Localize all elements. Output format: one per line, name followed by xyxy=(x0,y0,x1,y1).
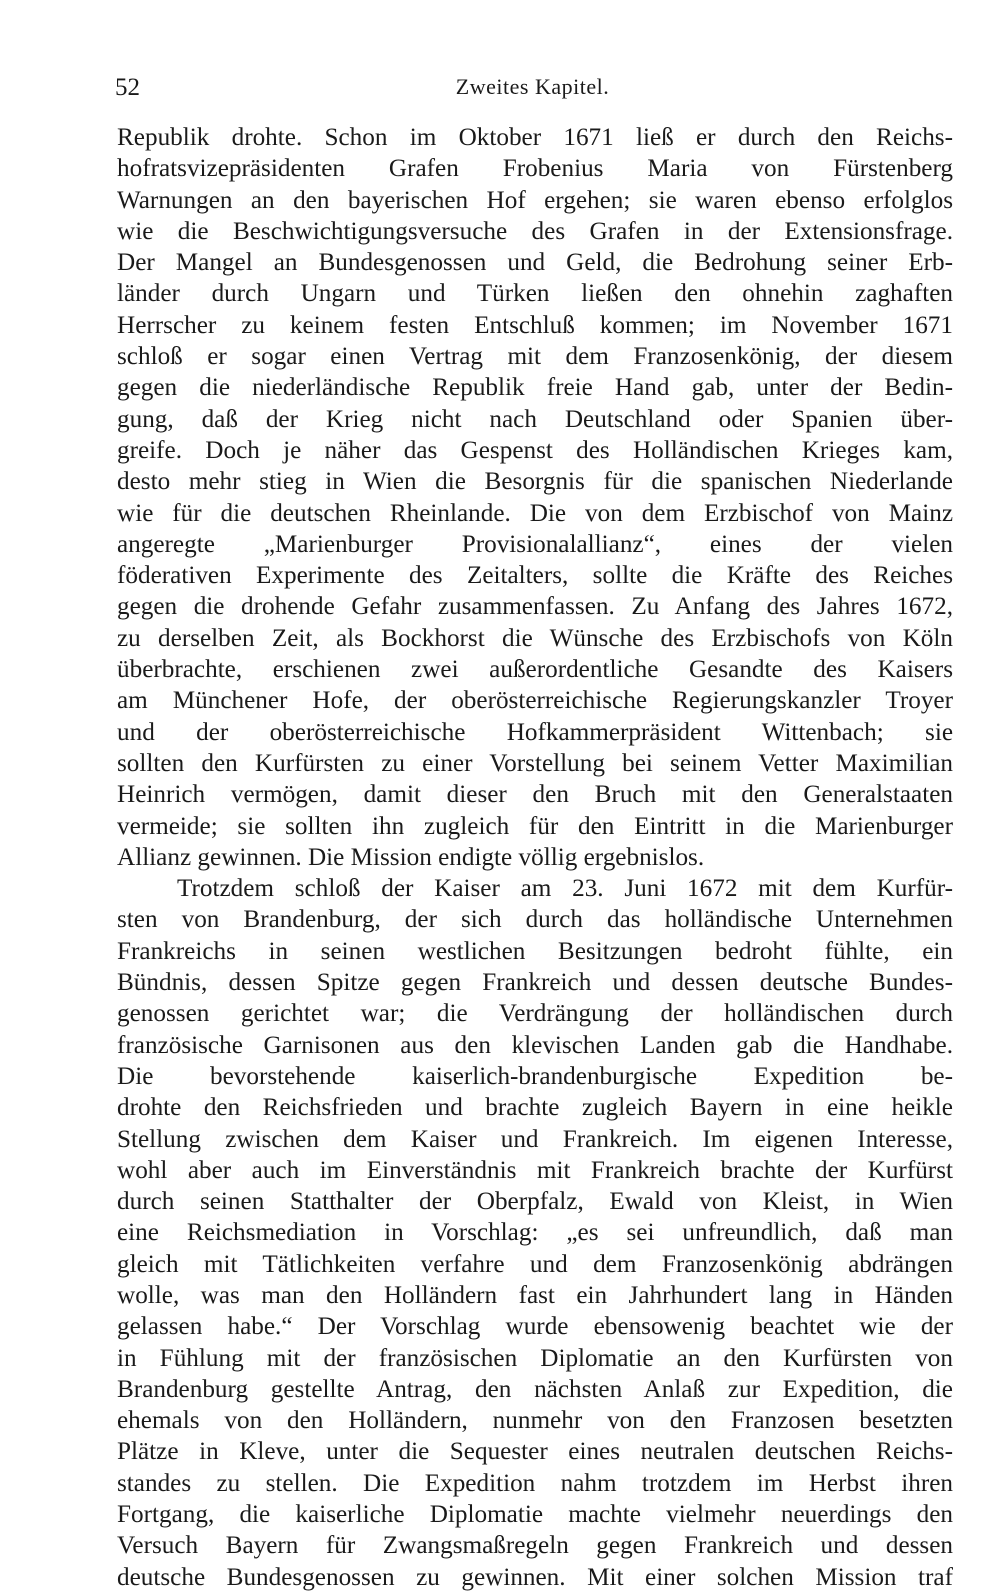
text-line: Heinrich vermögen, damit dieser den Bruch mit den Generalstaaten xyxy=(117,781,953,809)
text-line: Republik drohte. Schon im Oktober 1671 ließ er durch den Reichs- xyxy=(117,124,953,151)
text-line: sten von Brandenburg, der sich durch das holländische Unternehmen xyxy=(117,906,953,934)
text-line: standes zu stellen. Die Expedition nahm trotzdem im Herbst ihren xyxy=(117,1469,953,1497)
text-line: gelassen habe.“ Der Vorschlag wurde ebensowenig beachtet wie der xyxy=(117,1313,953,1341)
text-line: Allianz gewinnen. Die Mission endigte völlig ergebnislos. xyxy=(117,843,705,871)
text-line: zu derselben Zeit, als Bockhorst die Wünsche des Erzbischofs von Köln xyxy=(117,624,953,652)
text-line: föderativen Experimente des Zeitalters, sollte die Kräfte des Reiches xyxy=(117,562,953,590)
text-line: Versuch Bayern für Zwangsmaßregeln gegen Frankreich und dessen xyxy=(117,1532,953,1560)
text-line: Der Mangel an Bundesgenossen und Geld, die Bedrohung seiner Erb- xyxy=(117,249,953,277)
text-line: schloß er sogar einen Vertrag mit dem Franzosenkönig, der diesem xyxy=(117,343,953,371)
text-line: vermeide; sie sollten ihn zugleich für den Eintritt in die Marienburger xyxy=(117,812,953,840)
text-line: Bündnis, dessen Spitze gegen Frankreich und dessen deutsche Bundes- xyxy=(117,969,953,997)
text-line: wohl aber auch im Einverständnis mit Frankreich brachte der Kurfürst xyxy=(117,1156,953,1184)
text-line: Brandenburg gestellte Antrag, den nächsten Anlaß zur Expedition, die xyxy=(117,1375,953,1403)
body-text xyxy=(117,122,953,1593)
text-line: französische Garnisonen aus den klevischen Landen gab die Handhabe. xyxy=(117,1031,953,1059)
text-line: gleich mit Tätlichkeiten verfahre und dem Franzosenkönig abdrängen xyxy=(117,1250,953,1278)
text-line: wie die Beschwichtigungsversuche des Grafen in der Extensionsfrage. xyxy=(117,217,953,245)
text-line: wolle, was man den Holländern fast ein Jahrhundert lang in Händen xyxy=(117,1281,953,1309)
text-line: drohte den Reichsfrieden und brachte zugleich Bayern in eine heikle xyxy=(117,1094,953,1122)
text-line: deutsche Bundesgenossen zu gewinnen. Mit einer solchen Mission traf xyxy=(117,1563,953,1591)
text-line: Herrscher zu keinem festen Entschluß kommen; im November 1671 xyxy=(117,311,953,339)
text-line: überbrachte, erschienen zwei außerordentliche Gesandte des Kaisers xyxy=(117,656,953,684)
text-line: länder durch Ungarn und Türken ließen den ohnehin zaghaften xyxy=(117,280,953,308)
text-line: Stellung zwischen dem Kaiser und Frankreich. Im eigenen Interesse, xyxy=(117,1125,953,1153)
text-line: und der oberösterreichische Hofkammerpräsident Wittenbach; sie xyxy=(117,718,953,746)
text-line: ehemals von den Holländern, nunmehr von den Franzosen besetzten xyxy=(117,1407,953,1435)
text-line: Warnungen an den bayerischen Hof ergehen; sie waren ebenso erfolglos xyxy=(117,186,953,214)
text-line: hofratsvizepräsidenten Grafen Frobenius Maria von Fürstenberg xyxy=(117,155,953,183)
text-line: gung, daß der Krieg nicht nach Deutschland oder Spanien über- xyxy=(117,405,953,433)
text-line: Trotzdem schloß der Kaiser am 23. Juni 1672 mit dem Kurfür- xyxy=(177,875,953,903)
text-line: angeregte „Marienburger Provisionalallianz“, eines der vielen xyxy=(117,530,953,558)
page-header xyxy=(115,74,950,104)
text-line: greife. Doch je näher das Gespenst des Holländischen Krieges kam, xyxy=(117,436,953,464)
text-line: in Fühlung mit der französischen Diplomatie an den Kurfürsten von xyxy=(117,1344,953,1372)
text-line: Frankreichs in seinen westlichen Besitzungen bedroht fühlte, ein xyxy=(117,937,953,965)
text-line: eine Reichsmediation in Vorschlag: „es sei unfreundlich, daß man xyxy=(117,1219,953,1247)
text-line: gegen die niederländische Republik freie Hand gab, unter der Bedin- xyxy=(117,374,953,402)
text-line: wie für die deutschen Rheinlande. Die von dem Erzbischof von Mainz xyxy=(117,499,953,527)
text-line: Plätze in Kleve, unter die Sequester eines neutralen deutschen Reichs- xyxy=(117,1438,953,1466)
text-line: durch seinen Statthalter der Oberpfalz, Ewald von Kleist, in Wien xyxy=(117,1188,953,1216)
page-number: 52 xyxy=(115,74,140,101)
text-line: desto mehr stieg in Wien die Besorgnis für die spanischen Niederlande xyxy=(117,468,953,496)
text-line: Die bevorstehende kaiserlich-brandenburgische Expedition be- xyxy=(117,1062,953,1090)
running-title: Zweites Kapitel. xyxy=(455,74,610,99)
text-line: Fortgang, die kaiserliche Diplomatie machte vielmehr neuerdings den xyxy=(117,1501,953,1529)
text-line: sollten den Kurfürsten zu einer Vorstellung bei seinem Vetter Maximilian xyxy=(117,749,953,777)
text-line: gegen die drohende Gefahr zusammenfassen. Zu Anfang des Jahres 1672, xyxy=(117,593,953,621)
text-line: am Münchener Hofe, der oberösterreichische Regierungskanzler Troyer xyxy=(117,687,953,715)
text-line: genossen gerichtet war; die Verdrängung der holländischen durch xyxy=(117,1000,953,1028)
